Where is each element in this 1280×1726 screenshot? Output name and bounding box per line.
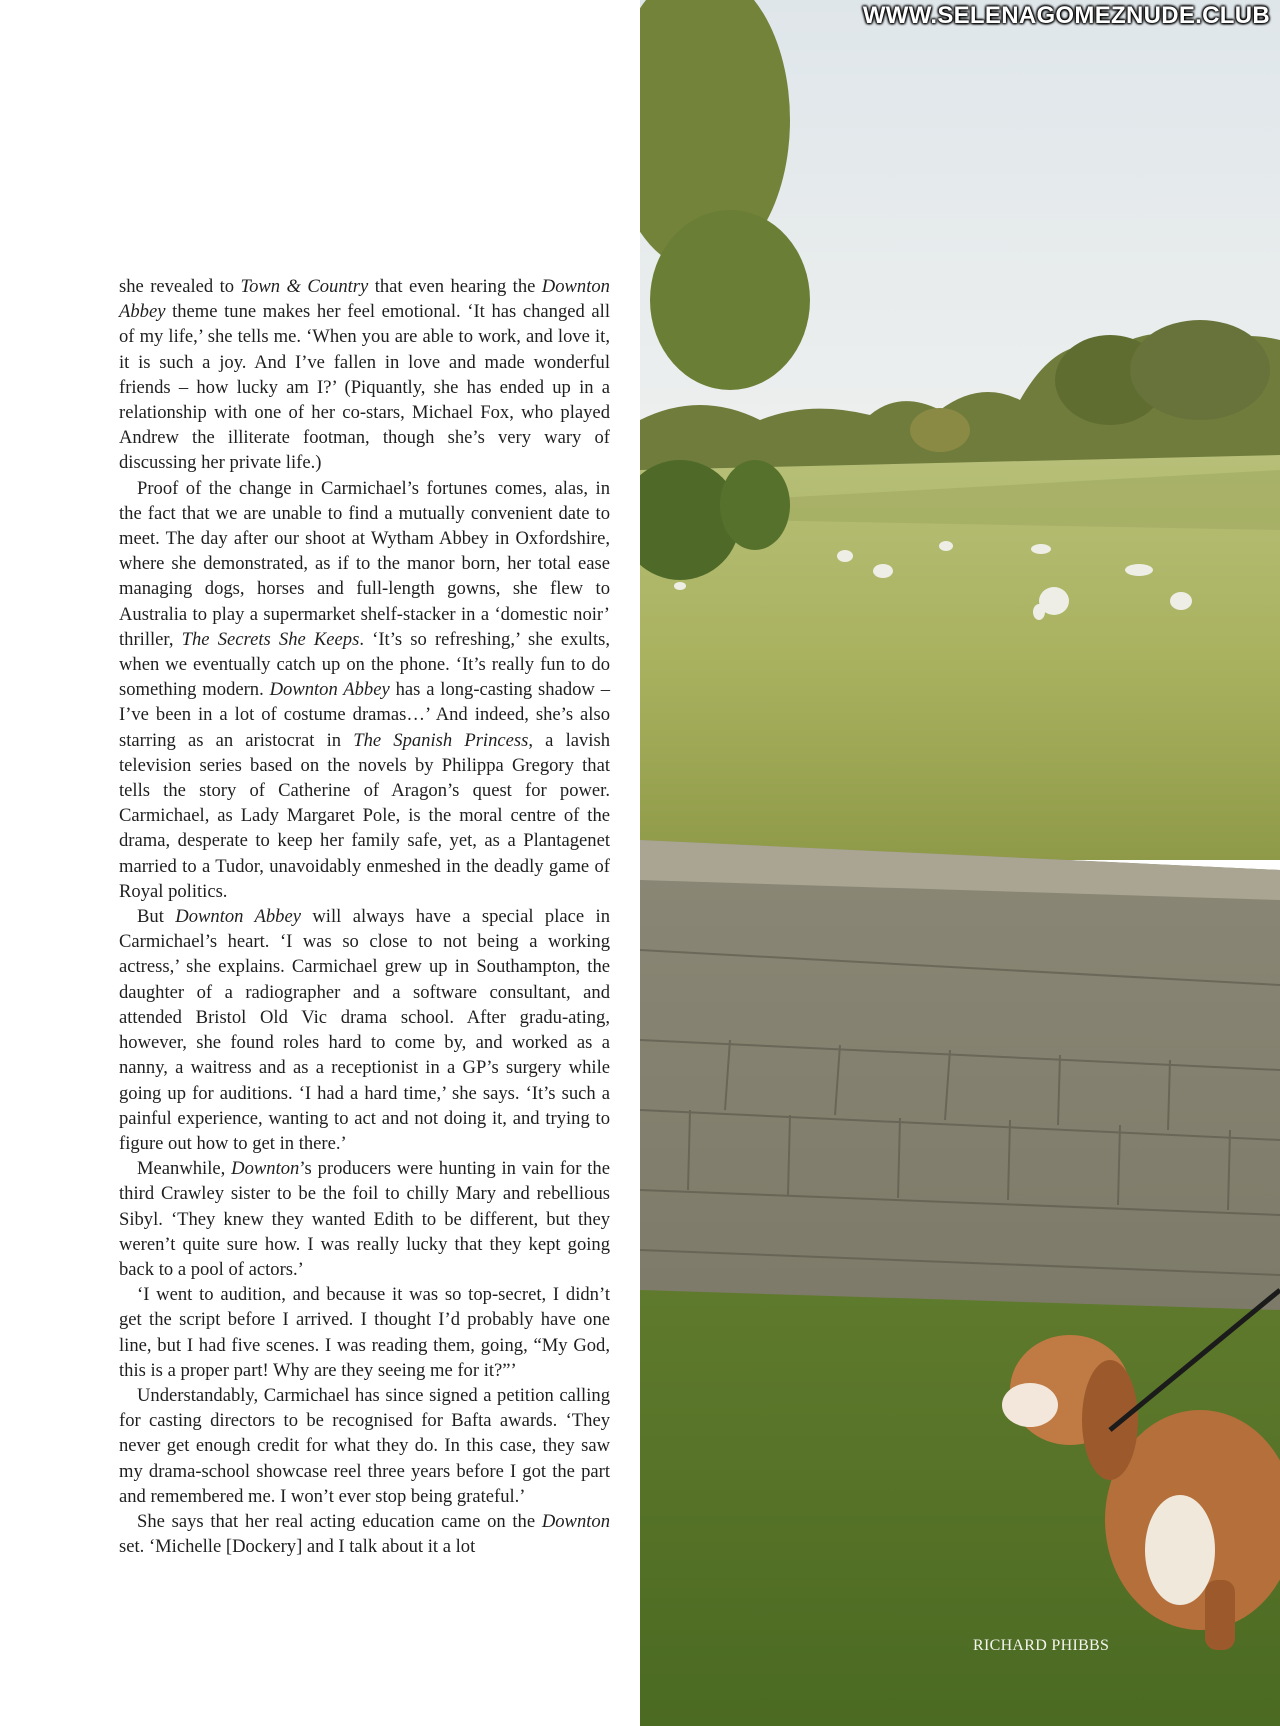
text-run: has a long-casting shadow – I’ve been in a lot of costume dramas…’ And indeed, she’s also starring as an aristocrat in: [119, 679, 610, 751]
text-run: . ‘It’s so refreshing,’ she exults, when we eventually catch up on the phone. ‘It’s really fun to do something modern.: [119, 628, 610, 701]
paragraph-5: ‘I went to audition, and because it was so top-secret, I didn’t get the script before I arrived. I thought I’d probably have one line, but I had five scenes. I was reading them, going, “My God, this is a proper part! Why are they seeing me for it?”’: [119, 1284, 610, 1381]
photo-illustration: [640, 0, 1280, 1726]
text-run: But: [137, 906, 176, 928]
text-run: set. ‘Michelle [Dockery] and I talk about it a lot: [119, 1536, 476, 1558]
italic-title: Downton Abbey: [269, 679, 390, 701]
italic-title: Downton Abbey: [119, 276, 610, 323]
italic-title: Downton Abbey: [175, 906, 301, 928]
text-run: Meanwhile,: [137, 1158, 232, 1180]
paragraph-4: [119, 1156, 610, 1282]
article-body: [119, 274, 610, 1559]
text-run: that even hearing the: [368, 276, 542, 297]
italic-title: Downton: [541, 1510, 610, 1532]
text-run: theme tune makes her feel emotional. ‘It has changed all of my life,’ she tells me. ‘When you are able to work, and love it, it is such a joy. And I’ve fallen in love and made wonderful friends – how lucky am I?’ (Piquantly, she has ended up in a relationship with one of her co-stars, Michael Fox, who played Andrew the illiterate footman, though she’s very wary of discussing her private life.): [119, 301, 610, 474]
paragraph-2: [119, 476, 610, 904]
italic-title: Town & Country: [240, 276, 369, 297]
paragraph-1: [119, 274, 610, 476]
paragraph-3: [119, 904, 610, 1156]
paragraph-6: Understandably, Carmichael has since signed a petition calling for casting directors to be recognised for Bafta awards. ‘They never get enough credit for what they do. In this case, they saw my drama-school showcase reel three years before I got the part and remembered me. I won’t ever stop being grateful.’: [119, 1384, 610, 1507]
text-run: will always have a special place in Carmichael’s heart. ‘I was so close to not being a working actress,’ she explains. Carmichael grew up in Southampton, the daughter of a radiographer and a software consultant, and attended Bristol Old Vic drama school. After gradu-ating, however, she found roles hard to come by, and worked as a nanny, a waitress and as a receptionist in a GP’s surgery while going up for auditions. ‘I had a hard time,’ she says. ‘It’s such a painful experience, wanting to act and not doing it, and trying to figure out how to get in there.’: [119, 906, 611, 1154]
watermark-text: WWW.SELENAGOMEZNUDE.CLUB: [862, 2, 1270, 29]
italic-title: The Spanish Princess: [353, 729, 529, 751]
italic-title: The Secrets She Keeps: [181, 628, 360, 650]
countryside-photo: [640, 0, 1280, 1726]
photo-credit: RICHARD PHIBBS: [973, 1637, 1110, 1654]
paragraph-7: [119, 1509, 610, 1559]
text-run: Proof of the change in Carmichael’s fortunes comes, alas, in the fact that we are unable to find a mutually convenient date to meet. The day after our shoot at Wytham Abbey in Oxfordshire, where she demonstrated, as if to the manor born, her total ease managing dogs, horses and full-length gowns, she flew to Australia to play a supermarket shelf-stacker in a ‘domestic noir’ thriller,: [119, 477, 610, 650]
italic-title: Downton: [231, 1158, 300, 1180]
text-run: , a lavish television series based on the novels by Philippa Gregory that tells the story of Catherine of Aragon’s quest for power. Carmichael, as Lady Margaret Pole, is the moral centre of the drama, desperate to keep her family safe, yet, as a Plantagenet married to a Tudor, unavoidably enmeshed in the deadly game of Royal politics.: [119, 729, 610, 902]
text-run: she revealed to: [119, 276, 241, 297]
text-run: ’s producers were hunting in vain for the third Crawley sister to be the foil to chilly Mary and rebellious Sibyl. ‘They knew they wanted Edith to be different, but they weren’t quite sure how. I was really lucky that they kept going back to a pool of actors.’: [119, 1158, 610, 1280]
text-run: She says that her real acting education came on the: [137, 1510, 542, 1532]
